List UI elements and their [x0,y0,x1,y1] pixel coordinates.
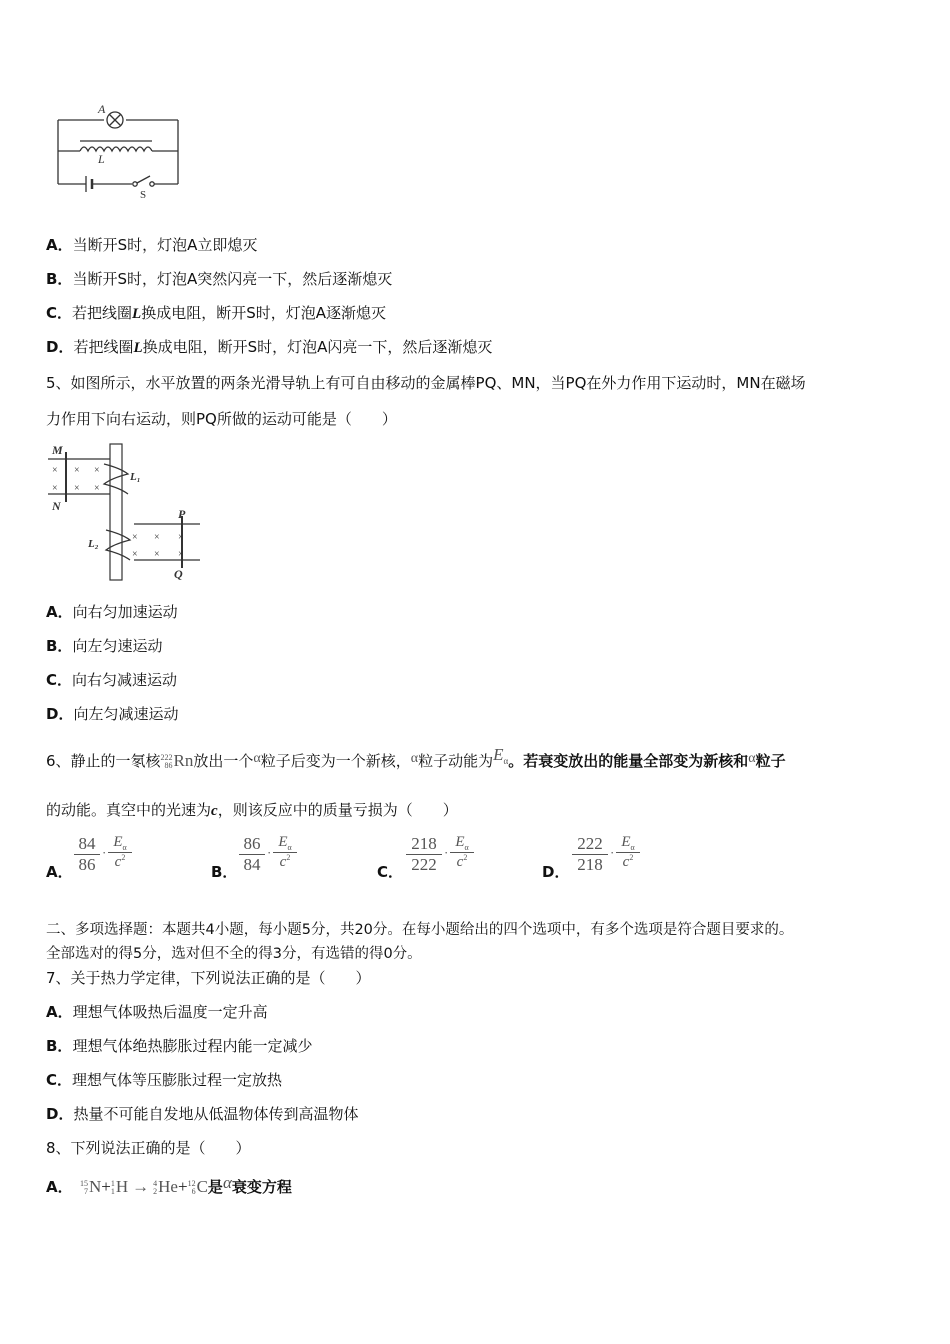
section2-line1: 二、多项选择题：本题共4小题，每小题5分，共20分。在每小题给出的四个选项中，有多个选项是符合题目要求的。 [46,922,794,938]
q4-option-d [46,336,492,359]
mass-number: 222 [160,752,173,762]
mass-number: 12 [187,1178,196,1188]
energy-subscript: α [122,843,127,852]
option-label: D． [542,863,570,881]
q6-text: 粒子动能为 [418,752,494,770]
energy-symbol: E [113,834,123,850]
svg-text:×: × [52,483,58,494]
energy-subscript: α [503,756,509,766]
option-text: 理想气体吸热后温度一定升高 [72,1003,268,1021]
switch-label: S [140,189,147,200]
q6-text: 6、静止的一氡核 [46,752,161,770]
option-text: 当断开S时，灯泡A突然闪亮一下，然后逐渐熄灭 [72,270,393,288]
dot-operator: · [444,845,449,860]
option-text: 理想气体绝热膨胀过程内能一定减少 [72,1037,313,1055]
q7-stem: 7、关于热力学定律，下列说法正确的是（ ） [46,969,371,987]
q4-option-b [46,268,392,290]
svg-text:×: × [178,549,184,560]
option-label: B． [46,637,73,655]
option-label: A． [46,1178,73,1196]
q8-option-a [46,1172,292,1202]
atomic-number: 6 [191,1186,196,1196]
rod-label-p: P [178,507,186,521]
svg-text:×: × [154,549,160,560]
lamp-label: A [98,102,106,116]
helium-symbol: He [158,1177,178,1196]
helium-isotope [153,1180,157,1196]
carbon-isotope [188,1180,196,1196]
dot-operator: · [102,845,107,860]
option-label: C． [46,304,73,322]
carbon-symbol: C [196,1177,208,1196]
hydrogen-symbol: H [115,1177,129,1196]
option-text: 若把线圈 [72,304,133,322]
exponent: 2 [286,853,291,862]
svg-text:×: × [178,532,184,543]
option-label: B． [211,863,238,881]
rod-label-n: N [52,499,61,513]
alpha-symbol: α [222,1173,232,1192]
option-label: A． [46,1003,73,1021]
q5-stem-line1: 5、如图所示，水平放置的两条光滑导轨上有可自由移动的金属棒PQ、MN，当PQ在外力作用下运动时，MN在磁场 [46,374,806,392]
q6-text: 粒子 [755,752,786,770]
svg-text:×: × [132,532,138,543]
option-text: 换成电阻，断开S时，灯泡A闪亮一下，然后逐渐熄灭 [142,338,493,356]
svg-text:×: × [74,465,80,476]
q5-option-c [46,669,177,691]
atomic-number: 86 [164,760,173,770]
option-text: 热量不可能自发地从低温物体传到高温物体 [73,1105,359,1123]
svg-text:×: × [94,483,100,494]
dot-operator: · [267,845,272,860]
coil-symbol: L [133,340,143,356]
light-speed-symbol: c [211,803,218,819]
light-speed-symbol: c [114,854,122,870]
coil-label: L [98,152,105,166]
q7-option-c [46,1069,282,1091]
numerator: 218 [411,834,437,853]
numerator: 222 [577,834,603,853]
option-label: D． [46,338,74,356]
option-label: A． [46,863,73,881]
mass-number: 1 [110,1178,115,1188]
q4-option-a [46,234,257,256]
q6-text: 。若衰变放出的能量全部变为新核和 [508,752,749,770]
ratio-fraction [572,834,608,875]
option-text: 理想气体等压膨胀过程一定放热 [72,1071,283,1089]
svg-text:×: × [74,483,80,494]
mass-number: 4 [153,1178,158,1188]
plus-sign: + [101,1177,111,1196]
svg-text:×: × [154,532,160,543]
option-label: D． [46,705,74,723]
exponent: 2 [629,853,634,862]
q6-stem-line2 [46,799,458,822]
atomic-number: 1 [110,1186,115,1196]
q5-option-d [46,703,178,725]
q6-stem-line1 [46,746,786,778]
coil-label-l1: L₁ [130,471,141,483]
option-text: 换成电阻，断开S时，灯泡A逐渐熄灭 [141,304,386,322]
ratio-fraction [74,834,100,875]
energy-fraction [273,834,297,871]
light-speed-symbol: c [456,854,464,870]
energy-subscript: α [630,843,635,852]
alpha-symbol: α [410,751,419,766]
energy-symbol: E [278,834,288,850]
svg-text:×: × [132,549,138,560]
option-text: 若把线圈 [73,338,134,356]
rod-label-q: Q [174,567,183,581]
svg-text:×: × [52,465,58,476]
ratio-fraction [239,834,265,875]
q7-option-b [46,1035,312,1057]
q7-option-a [46,1001,268,1023]
section2-line2: 全部选对的得5分，选对但不全的得3分，有选错的得0分。 [46,946,422,962]
light-speed-symbol: c [279,854,287,870]
rod-label-m: M [52,443,63,457]
energy-fraction [616,834,640,871]
q6-text: 的动能。真空中的光速为 [46,801,212,819]
energy-fraction [450,834,474,871]
option-label: D． [46,1105,74,1123]
option-text: 向左匀减速运动 [73,705,179,723]
atomic-number: 2 [153,1186,158,1196]
option-text: 向右匀减速运动 [72,671,178,689]
q5-option-a [46,601,178,623]
coil-symbol: L [132,306,142,322]
option-label: A． [46,603,73,621]
nitrogen-symbol: N [89,1177,102,1196]
coil-label-l2: L₂ [88,538,99,550]
hydrogen-isotope [111,1180,115,1196]
option-text: 当断开S时，灯泡A立即熄灭 [72,236,258,254]
exponent: 2 [463,853,468,862]
option-label: B． [46,1037,73,1055]
energy-subscript: α [464,843,469,852]
dot-operator: · [610,845,615,860]
energy-subscript: α [287,843,292,852]
denominator: 222 [411,855,437,874]
exponent: 2 [121,853,126,862]
option-text: 向右匀加速运动 [72,603,178,621]
q4-option-c [46,302,386,325]
circuit-figure [50,100,190,200]
option-text: 衰变方程 [231,1178,292,1196]
q8-stem: 8、下列说法正确的是（ ） [46,1139,251,1157]
q6-text: 放出一个 [193,752,254,770]
svg-text:×: × [94,465,100,476]
rails-figure [44,442,206,584]
radon-symbol: Rn [173,751,194,770]
nitrogen-isotope [80,1180,88,1196]
q5-option-b [46,635,162,657]
energy-symbol: E [621,834,631,850]
q7-option-d [46,1103,358,1125]
numerator: 86 [243,834,261,853]
light-speed-symbol: c [622,854,630,870]
numerator: 84 [78,834,96,853]
alpha-symbol: α [253,751,261,766]
option-label: C． [46,671,73,689]
q6-text: ，则该反应中的质量亏损为（ ） [217,801,458,819]
q6-text: 粒子后变为一个新核， [260,752,411,770]
atomic-number: 7 [84,1186,88,1196]
ratio-fraction [406,834,442,875]
energy-symbol: E [493,745,504,764]
denominator: 86 [78,855,96,874]
q5-stem-line2: 力作用下向右运动，则PQ所做的运动可能是（ ） [46,410,397,428]
reaction-arrow: → [132,1177,150,1196]
radon-isotope [161,754,173,770]
mass-number: 15 [80,1178,88,1188]
plus-sign: + [177,1177,188,1196]
option-text: 是 [207,1178,223,1196]
alpha-symbol: α [748,751,756,766]
energy-fraction [108,834,132,871]
denominator: 84 [243,855,261,874]
option-label: C． [377,863,404,881]
option-label: B． [46,270,73,288]
option-label: C． [46,1071,73,1089]
option-label: A． [46,236,73,254]
energy-symbol: E [455,834,465,850]
denominator: 218 [577,855,603,874]
option-text: 向左匀速运动 [72,637,163,655]
